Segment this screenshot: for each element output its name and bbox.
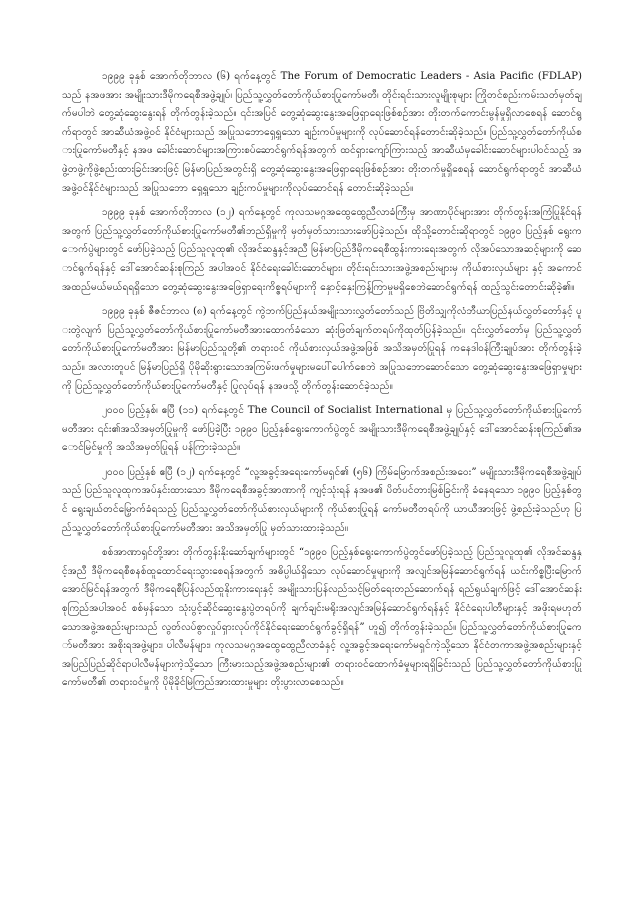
paragraph-recommendations: စစ်အာဏာရှင်တို့အား တိုက်တွန်းနိုးဆော်ချက်များတွင် “၁၉၉၀ ပြည့်နှစ်ရွေးကောက်ပွဲတွင်ဖော်ပြခဲ့သည့် ပြည်သူလူထု၏ လိုအင်ဆန္ဒနှင့်အညီ ဒီမိုကရေစီစနစ်ထူထောင်ရေးသွားစေရန်အတွက် အဓိပ္ပါယ်ရှိသော လုပ်ဆောင်မှုများကို အလျင်အမြန်ဆောင်ရွက်ရန် ယင်းကိစ္စပြီးမြောက်အောင်မြင်ရန်အတွက် ဒီမိုကရေစီပြန်လည်ထူနိုးကားရေးနှင့် အမျိုးသားပြန်လည်သင့်မြတ်ရေးတည်ဆောက်ရန် ရည်ရွယ်ချက်ဖြင့် ဒေါ်အောင်ဆန်းစုကြည်အပါအဝင် စစ်မှန်သော သုံးပွင့်ဆိုင်ဆွေးနွေးပွဲတရပ်ကို ချက်ချင်းမရိုးအလျင်အမြန်ဆောင်ရွက်ရန်နှင့် နိုင်ငံရေးပါတီများနှင့် အဖိုးရမဟုတ်သောအဖွဲ့အစည်းများသည် လွတ်လပ်စွာလှုပ်ရှားလုပ်ကိုင်နိုင်ရေးဆောင်ရွက်ခွင့်ရှိရန်” ဟူ၍ တိုက်တွန်းခဲ့သည်။ ပြည်သူ့လွှတ်တော်ကိုယ်စားပြုကော်မတီအား အစိုးရအဖွဲ့များ၊ ပါလီမန်များ၊ ကုလသမဂ္ဂအထွေထွေညီလာခံနှင့် လူ့အခွင့်အရေးကော်မရှင်ကဲ့သို့သော နိုင်ငံတကာအဖွဲ့အစည်းများနှင့် အပြည်ပြည်ဆိုင်ရာပါလီမန်များကဲ့သို့သော ကြီးမားသည့်အဖွဲ့အစည်းများ၏ တရားဝင်ထောက်ခံမှုများရရှိခြင်းသည် ပြည်သူ့လွှတ်တော်ကိုယ်စားပြုကော်မတီ၏ တရားဝင်မှုကို ပိုမိုခိုင်မြဲကြည်အားထားမှုများ တိုးပွားလာစေသည်။ (62, 547, 582, 689)
paragraph-un-general-assembly-1999: ၁၉၉၉ ခုနှစ် အောက်တိုဘာလ (၁၂) ရက်နေ့တွင် ကုလသမဂ္ဂအထွေထွေညီလာခံကြီးမှ အာဏာပိုင်များအား တိုက်တွန်းအကြံပြုနိုင်ရန်အတွက် ပြည်သူ့လွှတ်တော်ကိုယ်စားပြုကော်မတီ၏ဘည်ရှိမှုကို မှတ်မှတ်သားသားဖော်ပြခဲ့သည်။ ထိုသို့တောင်းဆိုရာတွင် ၁၉၉၀ ပြည့်နှစ် ရွေးကောက်ပွဲများတွင် ဖော်ပြခဲ့သည့် ပြည်သူလူထု၏ လိုအင်ဆန္ဒနှင့်အညီ မြန်မာပြည်ဒီမိုကရေစီထွန်းကားရေးအတွက် လိုအပ်သောအဆင့်များကို ဆောင်ရွက်ရန်နှင့် ဒေါ်အောင်ဆန်းစုကြည် အပါအဝင် နိုင်ငံရေးခေါင်းဆောင်များ၊ တိုင်းရင်းသားအဖွဲ့အစည်းများမှ ကိုယ်စားလှယ်များ နှင့် အကောင်အထည်မယ်မယ်ရရရှိသော တွေ့ဆုံဆွေးနွေးအဖြေရှာရေးကိစ္စရပ်များကို နှောင့်နှေးကြန့်ကြာမှုမရှိစေဘဲဆောင်ရွက်ရန် ထည့်သွင်းတောင်းဆိုခဲ့၏။ (62, 207, 582, 293)
paragraph-human-rights-commission-2000: ၂၀၀၀ ပြည့်နှစ် ဧပြီ (၁၂) ရက်နေ့တွင် “လူ့အခွင့်အရေးကော်မရှင်၏ (၅၆) ကြိမ်မြောက်အစည်းအဝေး” မမျိုးသားဒီမိုကရေစီအဖွဲ့ချုပ်သည် ပြည်သူလူထုကအပ်နှင်းထားသော ဒီမိုကရေစီအခွင့်အာဏာကို ကျင့်သုံးရန် နအဖ၏ ပိတ်ပင်တားမြစ်ခြင်းကို ခံနေရသော ၁၉၉၀ ပြည့်နှစ်တွင် ရွေးချယ်တင်မြှောက်ခံရသည့် ပြည်သူ့လွှတ်တော်ကိုယ်စားလှယ်များကို ကိုယ်စားပြုရန် ကော်မတီတရပ်ကို ယာယီအားဖြင့် ဖွဲ့စည်းခဲ့သည်ဟု ပြည်သူ့လွှတ်တော်ကိုယ်စားပြုကော်မတီအား အသိအမှတ်ပြု မှတ်သားထားခဲ့သည်။ (62, 466, 582, 534)
paragraph-quebec-assembly-1999: ၁၉၉၉ ခုနှစ် ဇီဇင်ဘာလ (၈) ရက်နေ့တွင် ကွဲဘက်ပြည်နယ်အမျိုးသားလွှတ်တော်သည် ဗြိတိသျှကိုလံဘီယာပြည်နယ်လွှတ်တော်နှင့် ပူးတွဲလျက် ပြည်သူ့လွှတ်တော်ကိုယ်စားပြုကော်မတီအားထောက်ခံသော ဆုံးဖြတ်ချက်တရပ်ကိုထုတ်ပြန်ခဲ့သည်။ ၎င်းလွှတ်တော်မှ ပြည်သူ့လွှတ်တော်ကိုယ်စားပြုကော်မတီအား မြန်မာပြည်သူတို့၏ တရားဝင် ကိုယ်စားလှယ်အဖွဲ့အဖြစ် အသိအမှတ်ပြုရန် ကနေဒါဝန်ကြီးချုပ်အား တိုက်တွန်းခဲ့သည်။ အလားတူပင် မြန်မာပြည်ရှိ ပိုမိုဆိုးရွားသောအကြမ်းဖက်မှုများမပေါ်ပေါက်စေဘဲ အပြုသဘောဆောင်သော တွေ့ဆုံဆွေးနွေးအဖြေရှာမှုများကို ပြည်သူ့လွှတ်တော်ကိုယ်စားပြုကော်မတီနှင့် ပြုလုပ်ရန် နအဖသို့ တိုက်တွန်းဆောင်ခဲ့သည်။ (62, 306, 582, 392)
paragraph-fdlap-1999: ၁၉၉၉ ခုနှစ် အောက်တိုဘာလ (၆) ရက်နေ့တွင် The Forum of Democratic Leaders - Asia Pacific (FDLAP) သည် နအဖအား အမျိုးသားဒီမိုကရေစီအဖွဲ့ချုပ်၊ ပြည်သူ့လွှတ်တော်ကိုယ်စားပြုကော်မတီ၊ တိုင်းရင်းသားလူမျိုးစုများ ကြိုတင်စည်းကမ်းသတ်မှတ်ချက်မပါဘဲ တွေ့ဆုံဆွေးနွေးရန် တိုက်တွန်းခဲ့သည်။ ၎င်းအပြင် တွေ့ဆုံဆွေးနွေးအဖြေရှာရေးဖြစ်စဉ်အား တိုးတက်ကောင်းမွန်မှုရှိလာစေရန် ဆောင်ရွက်ရာတွင် အာဆီယံအဖွဲ့ဝင် နိုင်ငံများသည် အပြုသဘောရှေ့ရှုသော ချဉ်းကပ်မှုများကို လုပ်ဆောင်ရန်တောင်းဆိုခဲ့သည်။ ပြည်သူ့လွှတ်တော်ကိုယ်စားပြုကော်မတီနှင့် နအဖ ခေါင်းဆောင်များအကြားစပ်ဆောင်ရွက်ရန်အတွက် ထင်ရှားကျော်ကြားသည့် အာဆီယံမှခေါင်းဆောင်များပါဝင်သည့် အဖွဲ့တဖွဲ့ကိုဖွဲ့စည်းထားခြင်းအားဖြင့် မြန်မာပြည်အတွင်းရှိ တွေ့ဆုံဆွေးနွေးအဖြေရှာရေးဖြစ်စဉ်အား တိုးတက်မှုရှိစေရန် ဆောင်ရွက်ရာတွင် အာဆီယံအဖွဲ့ဝင်နိုင်ငံများသည် အပြုသဘော ရှေ့ရှုသော ချဉ်းကပ်မှုများကိုလုပ်ဆောင်ရန် တောင်းဆိုခဲ့သည်။ (62, 71, 582, 194)
paragraph-socialist-international-2000: ၂၀၀၀ ပြည့်နှစ်၊ ဧပြီ (၁၁) ရက်နေ့တွင် The Council of Socialist International မှ ပြည်သူ့လွှတ်တော်ကိုယ်စားပြုကော်မတီအား ၎င်း၏အသိအမှတ်ပြုမှုကို ဖော်ပြခဲ့ပြီး ၁၉၉၀ ပြည့်နှစ်ရွေးကောက်ပွဲတွင် အမျိုးသားဒီမိုကရေစီအဖွဲ့ချုပ်နှင့် ဒေါ်အောင်ဆန်းစုကြည်၏အောင်မြင်မှုကို အသိအမှတ်ပြုရန် ပန်ကြားခဲ့သည်။ (62, 405, 582, 454)
